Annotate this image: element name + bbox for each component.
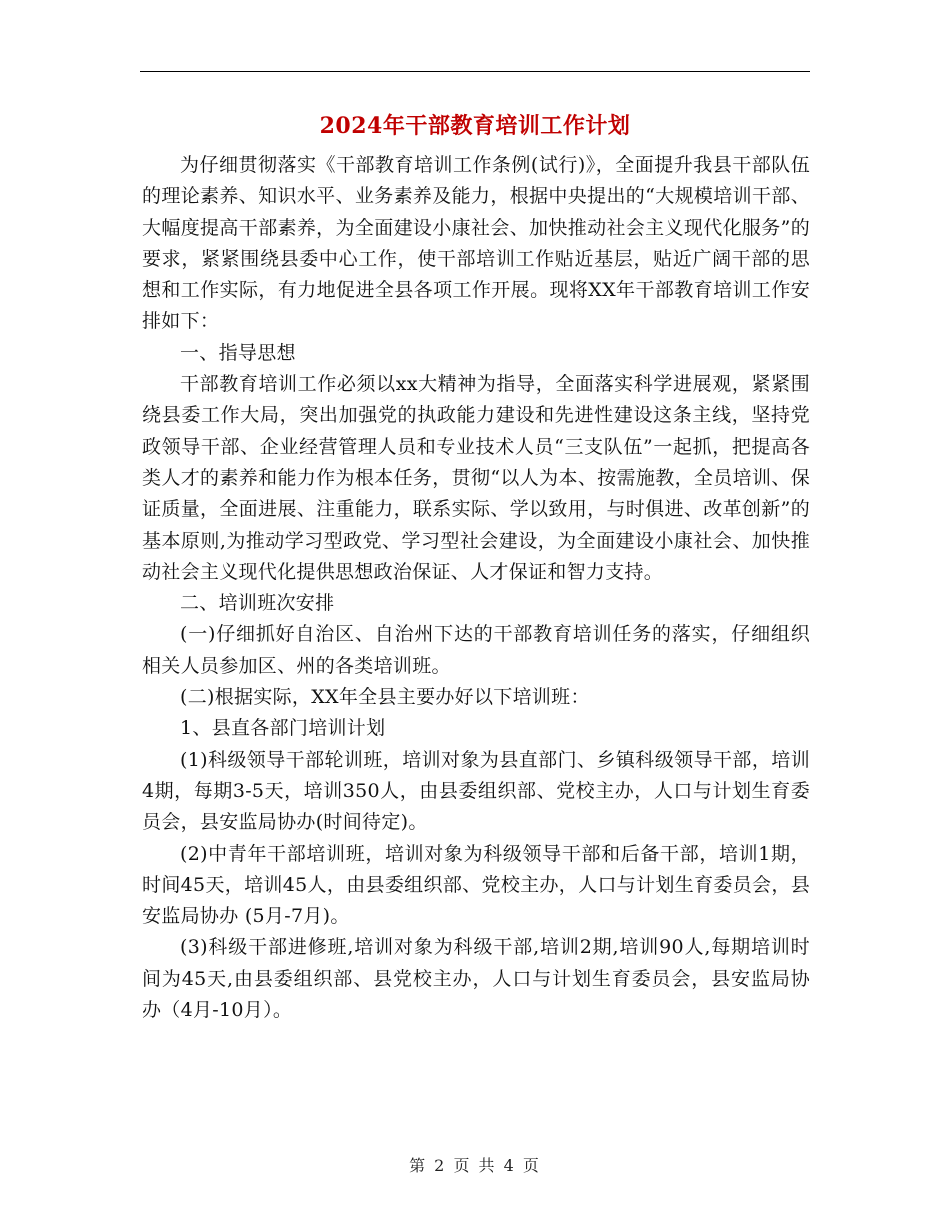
section-heading-guiding-thought: 一、指导思想 — [180, 341, 296, 364]
intro-paragraph: 为仔细贯彻落实《干部教育培训工作条例(试行)》，全面提升我县干部队伍的理论素养、知识水平、业务素养及能力，根据中央提出的“大规模培训干部、大幅度提高干部素养，为全面建设小康社会、加快推动社会主义现代化服务”的要求，紧紧围绕县委中心工作，使干部培训工作贴近基层，贴近广阔干部的思想和工作实际，有力地促进全县各项工作开展。现将XX年干部教育培训工作安排如下： — [142, 154, 810, 333]
subsection-heading-county-departments: 1、县直各部门培训计划 — [180, 717, 386, 740]
arrangement-item-2: (二)根据实际，XX年全县主要办好以下培训班： — [180, 686, 590, 709]
arrangement-item-1: (一)仔细抓好自治区、自治州下达的干部教育培训任务的落实，仔细组织相关人员参加区、州的各类培训班。 — [142, 623, 810, 677]
training-class-1: (1)科级领导干部轮训班，培训对象为县直部门、乡镇科级领导干部，培训4期，每期3-5天，培训350人，由县委组织部、党校主办，人口与计划生育委员会，县安监局协办(时间待定)。 — [142, 748, 810, 834]
document-title: 2024年干部教育培训工作计划 — [319, 113, 631, 139]
document-body — [142, 150, 810, 1026]
header-rule — [140, 71, 810, 72]
section-heading-class-arrangement: 二、培训班次安排 — [180, 592, 335, 615]
page-number: 第 2 页 共 4 页 — [409, 1156, 541, 1175]
training-class-3: (3)科级干部进修班,培训对象为科级干部,培训2期,培训90人,每期培训时间为45天,由县委组织部、县党校主办，人口与计划生育委员会，县安监局协办（4月-10月）。 — [142, 936, 810, 1022]
guiding-thought-paragraph: 干部教育培训工作必须以xx大精神为指导，全面落实科学进展观，紧紧围绕县委工作大局，突出加强党的执政能力建设和先进性建设这条主线，坚持党政领导干部、企业经营管理人员和专业技术人员“三支队伍”一起抓，把提高各类人才的素养和能力作为根本任务，贯彻“以人为本、按需施教，全员培训、保证质量，全面进展、注重能力，联系实际、学以致用，与时俱进、改革创新”的基本原则,为推动学习型政党、学习型社会建设，为全面建设小康社会、加快推动社会主义现代化提供思想政治保证、人才保证和智力支持。 — [142, 373, 810, 583]
training-class-2: (2)中青年干部培训班，培训对象为科级领导干部和后备干部，培训1期，时间45天，培训45人，由县委组织部、党校主办，人口与计划生育委员会，县安监局协办 (5月-7月)。 — [142, 842, 810, 928]
